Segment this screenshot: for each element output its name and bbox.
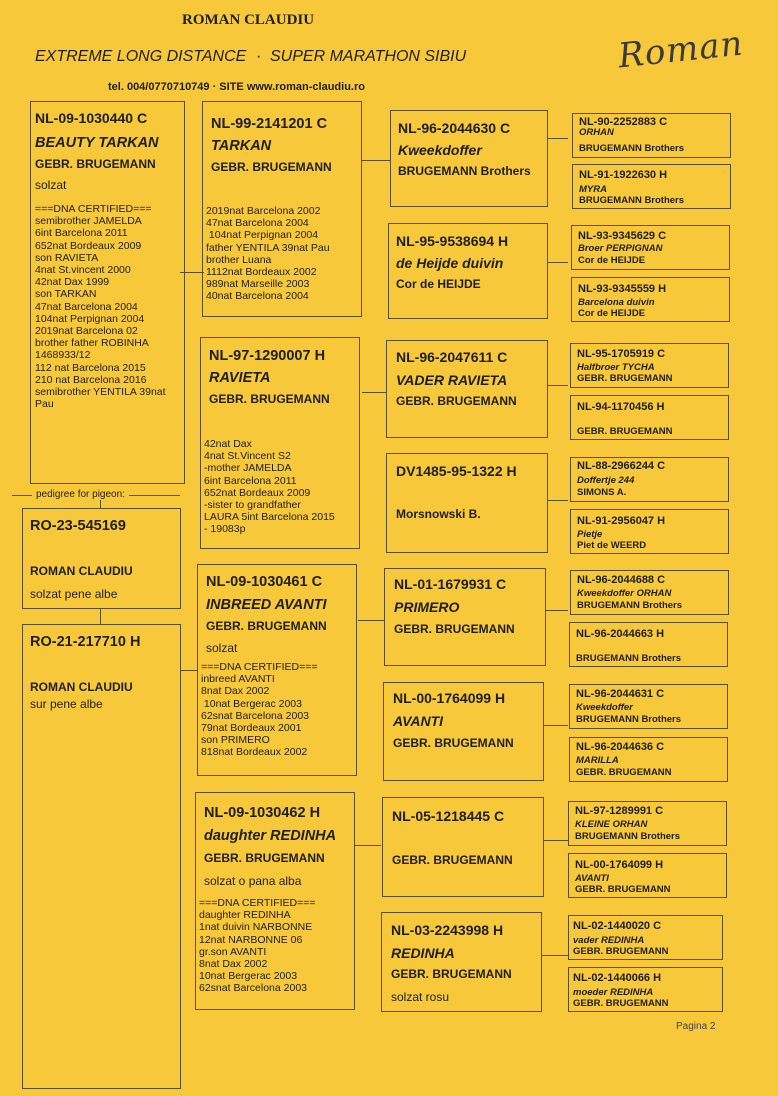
gen4-id: NL-96-2044663 H [576, 628, 665, 640]
gen4-id: NL-96-2044688 C [577, 574, 666, 586]
main-pigeon-label: pedigree for pigeon: [32, 489, 129, 500]
gen3-nl05-id: NL-05-1218445 C [392, 808, 505, 824]
page-number: Pagina 2 [676, 1021, 716, 1032]
gen3-nl05-card [382, 797, 544, 897]
gen4-card [570, 509, 729, 554]
gen4-breeder: Cor de HEIJDE [578, 255, 646, 266]
header-subtitle-left: EXTREME LONG DISTANCE [35, 48, 247, 65]
connector [548, 385, 568, 386]
sire-name: BEAUTY TARKAN [35, 135, 159, 151]
gen4-name: AVANTI [575, 873, 609, 884]
gen3-avanti-name: AVANTI [393, 713, 444, 729]
gen4-card [569, 737, 728, 782]
gen4-breeder: BRUGEMANN Brothers [576, 653, 682, 664]
gen2-ravieta-card [200, 337, 360, 549]
connector [548, 138, 568, 139]
gen4-breeder: Cor de HEIJDE [578, 308, 646, 319]
header-title: ROMAN CLAUDIU [182, 12, 315, 28]
sire-breeder: GEBR. BRUGEMANN [35, 157, 156, 171]
gen3-vader-card [386, 340, 548, 438]
gen4-name: moeder REDINHA [573, 987, 654, 998]
gen4-id: NL-97-1289991 C [575, 805, 664, 817]
gen2-inbreed-breeder: GEBR. BRUGEMANN [206, 619, 327, 633]
gen4-card [572, 113, 731, 158]
gen4-breeder: SIMONS A. [577, 487, 627, 498]
main-pigeon-desc: solzat pene albe [30, 587, 118, 601]
gen4-card [570, 343, 729, 388]
sire-desc: solzat [35, 178, 67, 192]
gen2-ravieta-name: RAVIETA [209, 370, 271, 386]
gen4-id: NL-94-1170456 H [577, 401, 665, 413]
gen4-name: KLEINE ORHAN [575, 819, 648, 830]
gen3-primero-name: PRIMERO [394, 599, 460, 615]
gen2-tarkan-card [202, 101, 362, 317]
connector [362, 392, 386, 393]
gen4-card [570, 457, 729, 502]
connector [355, 845, 381, 846]
main-pigeon-owner: ROMAN CLAUDIU [30, 564, 133, 578]
dam-card [22, 624, 181, 1089]
gen4-card [569, 622, 728, 667]
connector [180, 670, 198, 671]
gen4-breeder: GEBR. BRUGEMANN [575, 884, 671, 895]
connector [100, 608, 101, 624]
gen2-redinha-d-id: NL-09-1030462 H [204, 805, 321, 821]
gen4-name: Broer PERPIGNAN [578, 243, 663, 254]
connector [548, 262, 568, 263]
gen4-breeder: Piet de WEERD [577, 540, 647, 551]
gen2-redinha-d-breeder: GEBR. BRUGEMANN [204, 851, 325, 865]
gen4-name: Doffertje 244 [577, 475, 635, 486]
gen4-id: NL-90-2252883 C [579, 116, 668, 128]
gen2-redinha-d-name: daughter REDINHA [204, 828, 337, 844]
gen4-id: NL-00-1764099 H [575, 859, 664, 871]
gen3-morsn-id: DV1485-95-1322 H [396, 463, 517, 479]
gen3-redinha-name: REDINHA [391, 945, 455, 961]
gen4-card [568, 967, 723, 1012]
gen4-name: ORHAN [579, 127, 614, 138]
gen2-redinha-d-desc: solzat o pana alba [204, 874, 302, 888]
gen3-primero-card [384, 568, 546, 666]
gen4-id: NL-02-1440066 H [573, 972, 662, 984]
gen3-kweek-name: Kweekdoffer [398, 142, 482, 158]
gen3-vader-id: NL-96-2047611 C [396, 349, 508, 365]
gen3-kweek-card [390, 110, 548, 207]
gen2-ravieta-breeder: GEBR. BRUGEMANN [209, 392, 330, 406]
connector [546, 610, 568, 611]
gen3-avanti-card [383, 682, 544, 781]
gen4-card [570, 395, 729, 440]
header-contact: tel. 004/0770710749 · SITE www.roman-claudiu.ro [108, 81, 365, 93]
gen4-id: NL-91-2956047 H [577, 515, 666, 527]
gen2-inbreed-desc: solzat [206, 641, 238, 655]
gen4-breeder: BRUGEMANN Brothers [579, 195, 685, 206]
gen3-redinha-desc: solzat rosu [391, 990, 450, 1004]
gen3-vader-name: VADER RAVIETA [396, 372, 508, 388]
gen3-kweek-id: NL-96-2044630 C [398, 120, 511, 136]
gen4-card [569, 684, 728, 729]
gen3-primero-id: NL-01-1679931 C [394, 576, 507, 592]
gen2-tarkan-name: TARKAN [211, 138, 272, 154]
gen4-breeder: GEBR. BRUGEMANN [573, 998, 669, 1009]
signature: Roman [616, 23, 746, 77]
gen2-inbreed-card [197, 564, 357, 776]
gen3-kweek-breeder: BRUGEMANN Brothers [398, 164, 531, 178]
gen2-tarkan-breeder: GEBR. BRUGEMANN [211, 160, 332, 174]
gen3-heijde-name: de Heijde duivin [396, 255, 504, 271]
gen3-avanti-breeder: GEBR. BRUGEMANN [393, 736, 514, 750]
gen4-card [568, 853, 727, 898]
gen2-redinha-d-card [195, 792, 355, 1010]
gen3-vader-breeder: GEBR. BRUGEMANN [396, 394, 517, 408]
gen2-inbreed-name: INBREED AVANTI [206, 597, 327, 613]
gen3-redinha-id: NL-03-2243998 H [391, 922, 504, 938]
gen4-card [568, 915, 723, 960]
gen4-breeder: GEBR. BRUGEMANN [576, 767, 672, 778]
gen3-morsn-card [386, 453, 548, 553]
gen4-breeder: BRUGEMANN Brothers [575, 831, 681, 842]
gen4-id: NL-02-1440020 C [573, 920, 662, 932]
header-subtitle-dot: · [256, 48, 262, 65]
connector [544, 840, 568, 841]
header-subtitle-right: SUPER MARATHON SIBIU [270, 48, 467, 65]
gen2-tarkan-achievements: 2019nat Barcelona 2002 47nat Barcelona 2004 104nat Perpignan 2004 father YENTILA 39nat Pau brother Luana 1112nat Bordeaux 2002 989nat Marseille 2003 40nat Barcelona 2004 [206, 205, 330, 303]
gen3-redinha-breeder: GEBR. BRUGEMANN [391, 967, 512, 981]
gen4-card [570, 570, 729, 615]
gen2-ravieta-id: NL-97-1290007 H [209, 348, 326, 364]
sire-achievements: ===DNA CERTIFIED=== semibrother JAMELDA 6int Barcelona 2011 652nat Bordeaux 2009 son RAVIETA 4nat St.vincent 2000 42nat Dax 1999 son TARKAN 47nat Barcelona 2004 104nat Perpignan 2004 2019nat Barcelona 02 brother father ROBINHA 1468933/12 112 nat Barcelona 2015 210 nat Barcelona 2016 semibrother YENTILA 39nat Pau [35, 203, 166, 411]
gen4-name: vader REDINHA [573, 935, 645, 946]
dam-desc: sur pene albe [30, 697, 103, 711]
gen3-primero-breeder: GEBR. BRUGEMANN [394, 622, 515, 636]
gen4-name: Barcelona duivin [578, 297, 655, 308]
gen4-breeder: BRUGEMANN Brothers [577, 600, 683, 611]
gen2-tarkan-id: NL-99-2141201 C [211, 116, 328, 132]
gen4-breeder: GEBR. BRUGEMANN [573, 946, 669, 957]
gen4-name: Pietje [577, 529, 603, 540]
sire-id: NL-09-1030440 C [35, 110, 148, 126]
gen4-id: NL-88-2966244 C [577, 460, 666, 472]
gen4-name: MARILLA [576, 755, 619, 766]
main-pigeon-card [22, 508, 181, 609]
gen3-heijde-id: NL-95-9538694 H [396, 233, 509, 249]
gen4-breeder: BRUGEMANN Brothers [576, 714, 682, 725]
dam-id: RO-21-217710 H [30, 634, 141, 650]
connector [548, 500, 568, 501]
gen2-inbreed-id: NL-09-1030461 C [206, 574, 323, 590]
gen4-id: NL-96-2044636 C [576, 741, 665, 753]
gen4-name: Kweekdoffer ORHAN [577, 588, 672, 599]
gen4-id: NL-93-9345559 H [578, 283, 667, 295]
gen3-nl05-breeder: GEBR. BRUGEMANN [392, 853, 513, 867]
gen4-id: NL-93-9345629 C [578, 230, 667, 242]
gen3-heijde-breeder: Cor de HEIJDE [396, 277, 481, 291]
dam-owner: ROMAN CLAUDIU [30, 680, 133, 694]
gen3-morsn-breeder: Morsnowski B. [396, 507, 481, 521]
gen4-breeder: GEBR. BRUGEMANN [577, 373, 673, 384]
connector [544, 725, 568, 726]
sire-card [30, 101, 185, 484]
gen4-breeder: GEBR. BRUGEMANN [577, 426, 673, 437]
gen4-id: NL-91-1922630 H [579, 169, 668, 181]
gen4-name: Kweekdoffer [576, 702, 633, 713]
gen3-heijde-card [388, 223, 548, 319]
gen4-name: Halfbroer TYCHA [577, 362, 655, 373]
gen4-card [571, 225, 730, 270]
gen2-ravieta-achievements: 42nat Dax 4nat St.Vincent S2 -mother JAMELDA 6int Barcelona 2011 652nat Bordeaux 2009 -sister to grandfather LAURA 5int Barcelona 2015 - 19083p [204, 438, 335, 536]
gen4-id: NL-95-1705919 C [577, 348, 666, 360]
connector [542, 955, 568, 956]
gen4-card [572, 164, 731, 209]
gen2-redinha-d-achievements: ===DNA CERTIFIED=== daughter REDINHA 1nat duivin NARBONNE 12nat NARBONNE 06 gr.son AVANTI 8nat Dax 2002 10nat Bergerac 2003 62snat Barcelona 2003 [199, 897, 316, 995]
gen4-card [571, 277, 730, 322]
main-pigeon-id: RO-23-545169 [30, 518, 126, 534]
gen4-breeder: BRUGEMANN Brothers [579, 143, 685, 154]
gen3-redinha-card [381, 912, 542, 1012]
connector [358, 620, 384, 621]
gen4-card [568, 801, 727, 846]
connector [362, 160, 390, 161]
gen4-name: MYRA [579, 184, 607, 195]
gen3-avanti-id: NL-00-1764099 H [393, 690, 506, 706]
gen2-inbreed-achievements: ===DNA CERTIFIED=== inbreed AVANTI 8nat Dax 2002 10nat Bergerac 2003 62snat Barcelona 2003 79nat Bordeaux 2001 son PRIMERO 818nat Bordeaux 2002 [201, 661, 318, 759]
gen4-id: NL-96-2044631 C [576, 688, 665, 700]
